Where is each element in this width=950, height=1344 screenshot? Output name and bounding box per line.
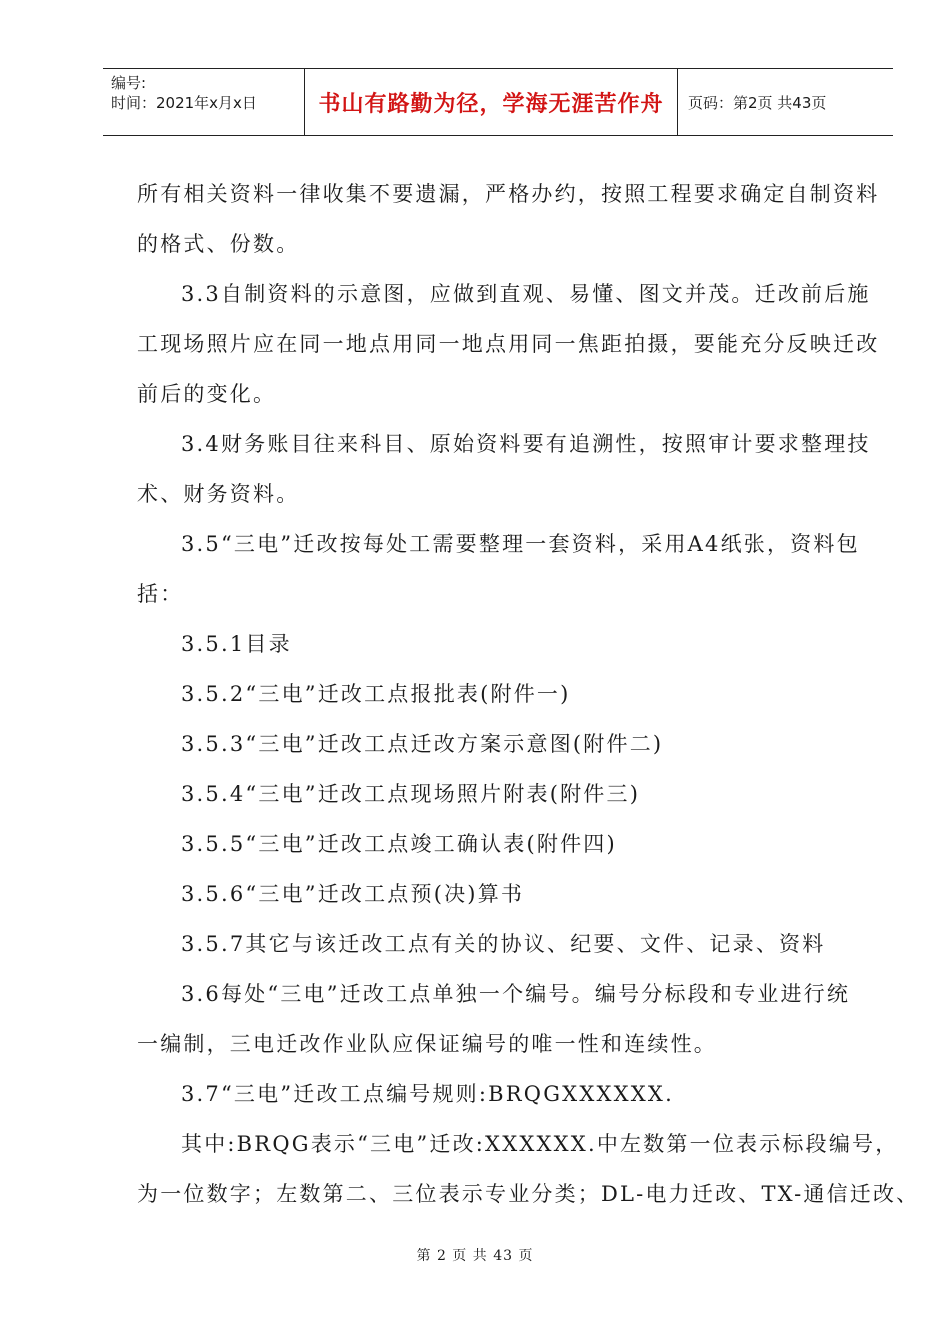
header-motto: 书山有路勤为径，学海无涯苦作舟 [318,91,664,117]
header-page-code: 页码：第2页 共43页 [688,93,827,112]
body-text-line: 3.4财务账目往来科目、原始资料要有追溯性，按照审计要求整理技 [181,432,871,456]
page-header [103,68,893,136]
header-meta [103,69,304,135]
body-text-line: 为一位数字；左数第二、三位表示专业分类；DL-电力迁改、TX-通信迁改、 [137,1182,920,1206]
document-number-label: 编号: [111,74,147,92]
body-text-line: 3.7“三电”迁改工点编号规则:BRQGXXXXXX. [181,1082,674,1106]
body-text-line: 3.5“三电”迁改按每处工需要整理一套资料，采用A4纸张，资料包 [181,532,860,556]
body-text-line: 3.5.5“三电”迁改工点竣工确认表(附件四) [181,832,617,856]
body-text-line: 3.5.7其它与该迁改工点有关的协议、纪要、文件、记录、资料 [181,932,826,956]
body-text-line: 3.5.3“三电”迁改工点迁改方案示意图(附件二) [181,732,664,756]
document-body [137,172,920,1222]
page-footer: 第 2 页 共 43 页 [416,1248,534,1264]
header-page-code-cell [678,69,893,135]
body-text-line: 3.3自制资料的示意图，应做到直观、易懂、图文并茂。迁改前后施 [181,282,871,306]
body-text-line: 前后的变化。 [137,382,277,406]
body-text-line: 3.5.6“三电”迁改工点预(决)算书 [181,882,525,906]
body-text-line: 3.5.1目录 [181,632,292,656]
body-text-line: 术、财务资料。 [137,482,300,506]
header-motto-cell [304,69,678,135]
body-text-line: 括： [137,582,184,606]
body-text-line: 工现场照片应在同一地点用同一地点用同一焦距拍摄，要能充分反映迁改 [137,332,880,356]
body-text-line: 一编制，三电迁改作业队应保证编号的唯一性和连续性。 [137,1032,717,1056]
document-date: 时间：2021年x月x日 [111,94,257,112]
body-text-line: 所有相关资料一律收集不要遗漏，严格办约，按照工程要求确定自制资料 [137,182,880,206]
body-text-line: 的格式、份数。 [137,232,300,256]
body-text-line: 3.5.2“三电”迁改工点报批表(附件一) [181,682,571,706]
body-text-line: 其中:BRQG表示“三电”迁改:XXXXXX.中左数第一位表示标段编号， [181,1132,899,1156]
body-text-line: 3.6每处“三电”迁改工点单独一个编号。编号分标段和专业进行统 [181,982,851,1006]
body-text-line: 3.5.4“三电”迁改工点现场照片附表(附件三) [181,782,641,806]
